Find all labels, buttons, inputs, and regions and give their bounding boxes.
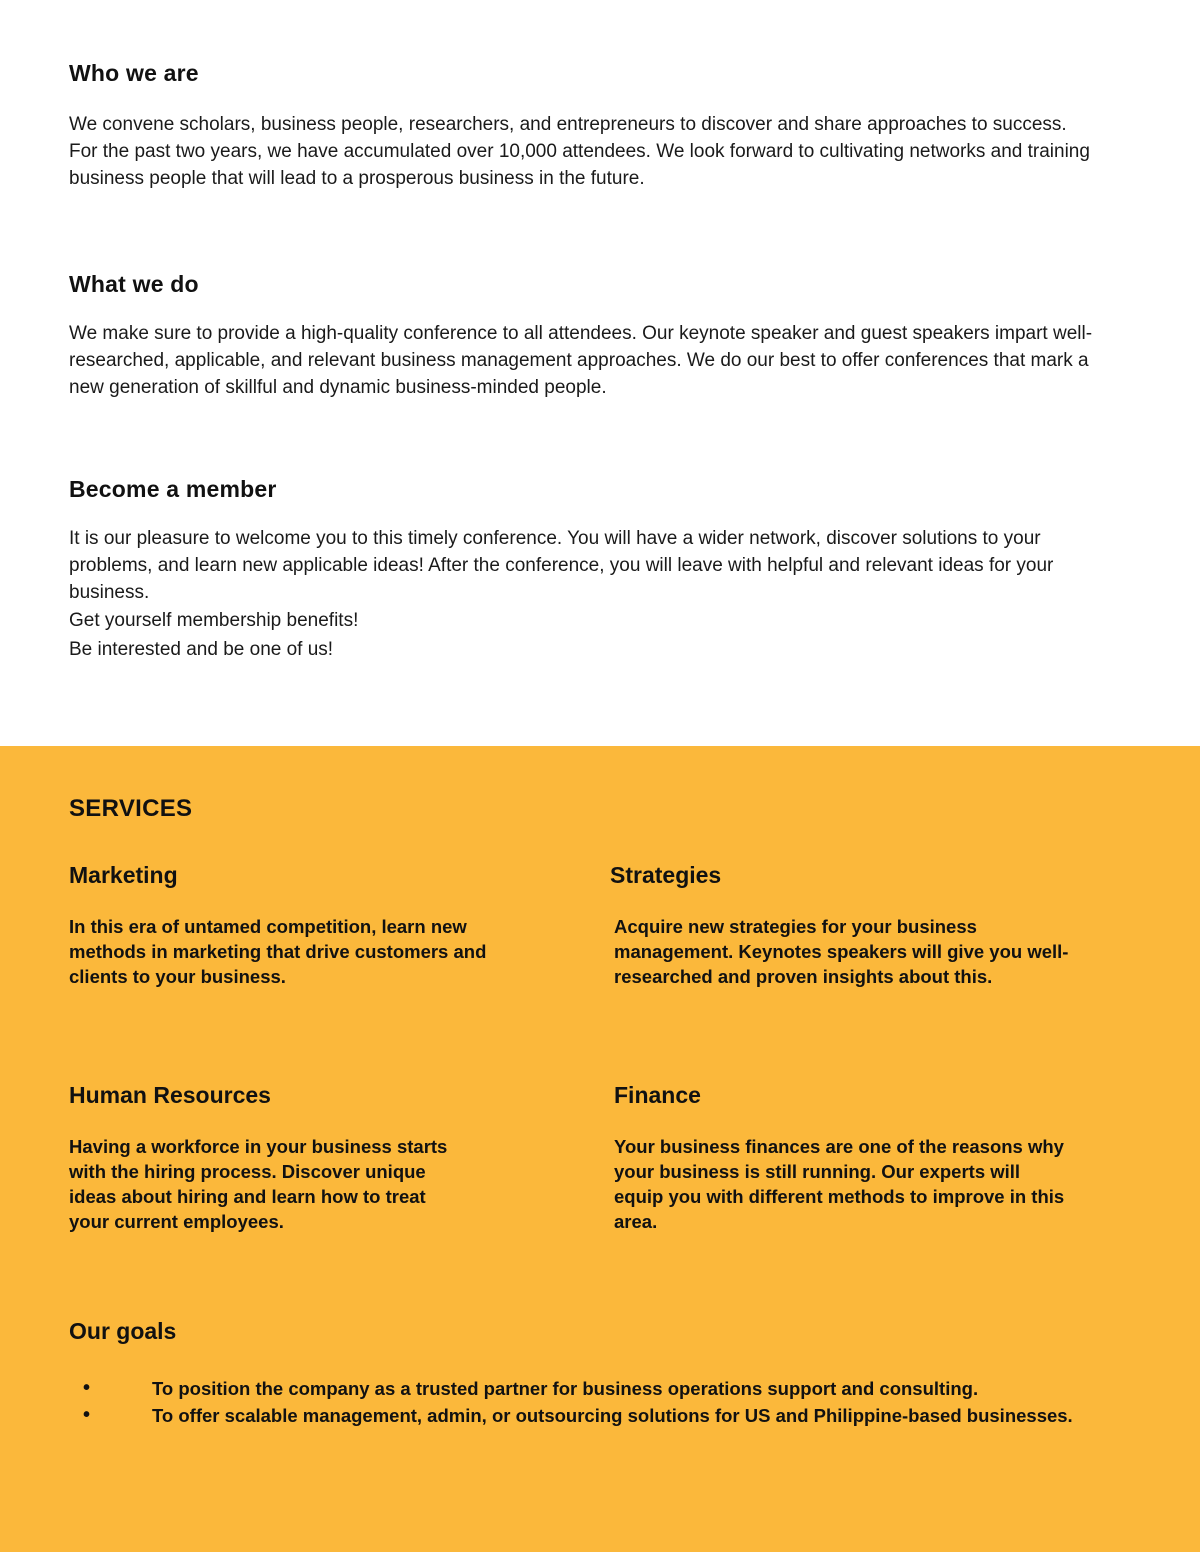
service-finance-body: Your business finances are one of the reasons why your business is still running. Our experts will equip you with different methods to improve in this area. (614, 1136, 1065, 1232)
what-we-do-heading: What we do (69, 271, 199, 297)
what-we-do-body: We make sure to provide a high-quality conference to all attendees. Our keynote speaker and guest speakers impart well-researched, applicable, and relevant business management approaches. We do our best to offer conferences that mark a new generation of skillful and dynamic business-minded people. (69, 323, 1093, 398)
be-one-of-us-line: Be interested and be one of us! (69, 639, 334, 660)
who-we-are-body: We convene scholars, business people, researchers, and entrepreneurs to discover and share approaches to success. For the past two years, we have accumulated over 10,000 attendees. We look forward to cultivating networks and training business people that will lead to a prosperous business in the future. (69, 114, 1090, 189)
service-strategies-heading: Strategies (610, 862, 722, 888)
what-we-do-section (69, 271, 1099, 401)
service-marketing-heading: Marketing (69, 862, 178, 888)
service-finance (614, 1082, 1084, 1234)
service-strategies-body: Acquire new strategies for your business management. Keynotes speakers will give you well-researched and proven insights about this. (614, 916, 1069, 987)
who-we-are-heading: Who we are (69, 60, 199, 86)
goal-item (69, 1376, 1129, 1401)
goals-section (69, 1318, 1129, 1430)
goal-item-text: To offer scalable management, admin, or outsourcing solutions for US and Philippine-based businesses. (152, 1405, 1073, 1426)
membership-benefits-line: Get yourself membership benefits! (69, 610, 359, 631)
goal-item (69, 1403, 1129, 1428)
service-human-resources-body: Having a workforce in your business starts with the hiring process. Discover unique ideas about hiring and learn how to treat your current employees. (69, 1136, 448, 1232)
services-title: SERVICES (69, 795, 193, 822)
become-member-heading: Become a member (69, 476, 277, 502)
service-finance-heading: Finance (614, 1082, 701, 1108)
become-member-section (69, 476, 1099, 664)
bullet-icon: • (83, 1377, 91, 1399)
service-strategies (610, 862, 1080, 989)
intro-area (0, 0, 1200, 746)
services-panel (0, 746, 1200, 1552)
service-human-resources (69, 1082, 539, 1234)
service-marketing-body: In this era of untamed competition, learn new methods in marketing that drive customers and clients to your business. (69, 916, 487, 987)
bullet-icon: • (83, 1404, 91, 1426)
goal-item-text: To position the company as a trusted partner for business operations support and consulting. (152, 1378, 979, 1399)
goals-list (69, 1376, 1129, 1428)
who-we-are-section (69, 60, 1099, 192)
service-marketing (69, 862, 539, 989)
become-member-body: It is our pleasure to welcome you to this timely conference. You will have a wider network, discover solutions to your problems, and learn new applicable ideas! After the conference, you will leave with helpful and relevant ideas for your business. (69, 528, 1054, 603)
goals-heading: Our goals (69, 1318, 177, 1344)
service-human-resources-heading: Human Resources (69, 1082, 271, 1108)
